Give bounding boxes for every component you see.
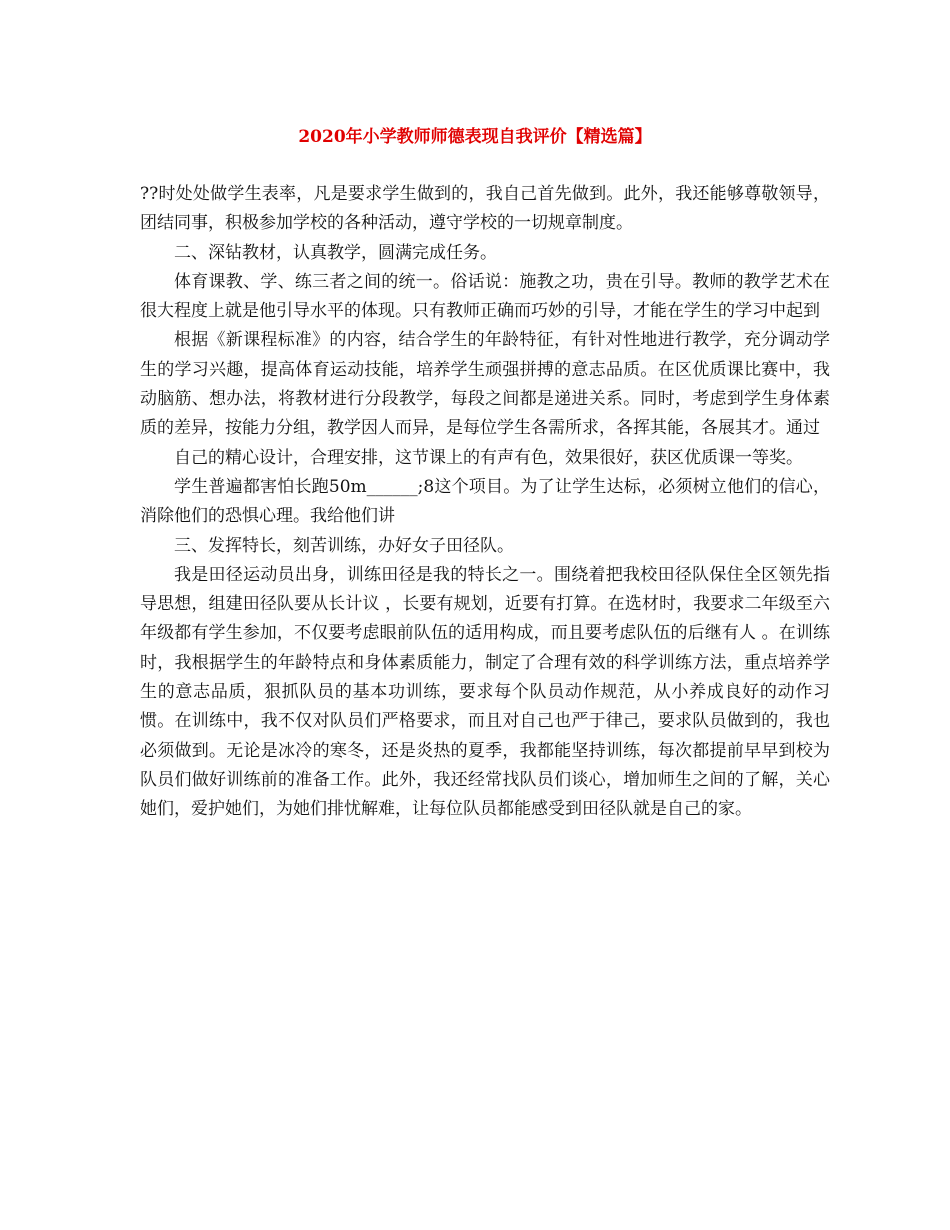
document-title: 2020年小学教师师德表现自我评价【精选篇】 — [298, 127, 652, 147]
paragraph-2: 二、深钻教材，认真教学，圆满完成任务。 — [174, 242, 497, 263]
paragraph-6: 学生普遍都害怕长跑50m______;8这个项目。为了让学生达标，必须树立他们的信心，消除他们的恐惧心理。我给他们讲 — [140, 476, 830, 527]
paragraph-5: 自己的精心设计，合理安排，这节课上的有声有色，效果很好，获区优质课一等奖。 — [174, 447, 803, 468]
paragraph-3: 体育课教、学、练三者之间的统一。俗话说：施教之功，贵在引导。教师的教学艺术在很大程度上就是他引导水平的体现。只有教师正确而巧妙的引导，才能在学生的学习中起到 — [140, 271, 830, 322]
paragraph-8: 我是田径运动员出身，训练田径是我的特长之一。围绕着把我校田径队保住全区领先指导思想，组建田径队要从长计议 ，长要有规划，近要有打算。在选材时，我要求二年级至六年级都有学生参加，不仅要考虑眼前队伍的适用构成，而且要考虑队伍的后继有人 。在训练时，我根据学生的年龄特点和身体素质能力，制定了合理有效的科学训练方法，重点培养学生的意志品质，狠抓队员的基本功训练，要求每个队员动作规范，从小养成良好的动作习惯。在训练中，我不仅对队员们严格要求，而且对自己也严于律己，要求队员做到的，我也必须做到。无论是冰冷的寒冬，还是炎热的夏季，我都能坚持训练，每次都提前早早到校为队员们做好训练前的准备工作。此外，我还经常找队员们谈心，增加师生之间的了解，关心她们，爱护她们，为她们排忧解难，让每位队员都能感受到田径队就是自己的家。 — [140, 564, 830, 820]
paragraph-4: 根据《新课程标准》的内容，结合学生的年龄特征，有针对性地进行教学，充分调动学生的学习兴趣，提高体育运动技能，培养学生顽强拼搏的意志品质。在区优质课比赛中，我动脑筋、想办法，将教材进行分段教学，每段之间都是递进关系。同时，考虑到学生身体素质的差异，按能力分组，教学因人而异，是每位学生各需所求，各挥其能，各展其才。通过 — [140, 330, 830, 439]
document-body — [140, 180, 830, 825]
paragraph-7: 三、发挥特长，刻苦训练，办好女子田径队。 — [174, 535, 514, 556]
paragraph-1: ??时处处做学生表率，凡是要求学生做到的，我自己首先做到。此外，我还能够尊敬领导，团结同事，积极参加学校的各种活动，遵守学校的一切规章制度。 — [140, 184, 830, 234]
